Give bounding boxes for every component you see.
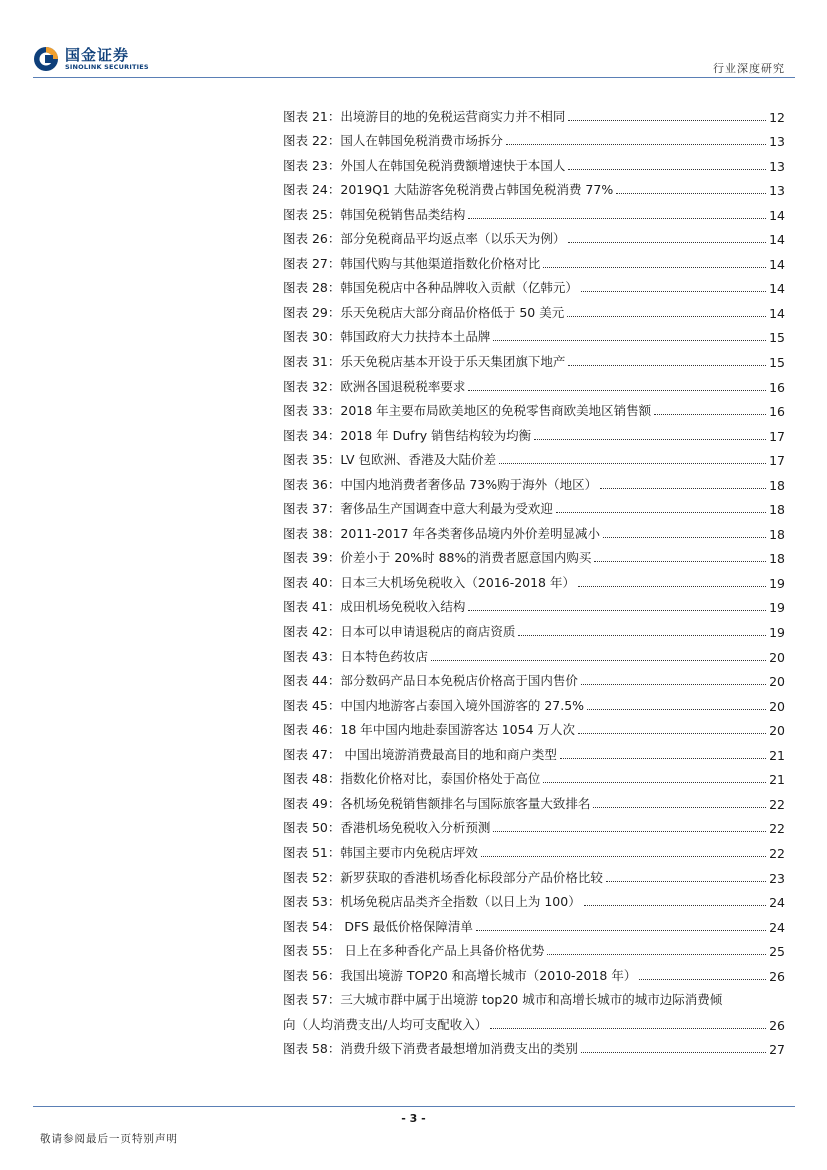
toc-entry[interactable] <box>283 149 785 174</box>
toc-leader-dots <box>476 930 766 931</box>
document-type: 行业深度研究 <box>713 62 785 75</box>
toc-entry[interactable] <box>283 395 785 420</box>
toc-entry-page: 19 <box>769 600 785 616</box>
toc-entry-page: 19 <box>769 625 785 641</box>
toc-entry-title: 图表 38：2011-2017 年各类奢侈品境内外价差明显减小 <box>283 525 600 541</box>
toc-entry-title: 图表 22：国人在韩国免税消费市场拆分 <box>283 133 503 149</box>
toc-entry-title: 图表 42：日本可以申请退税店的商店资质 <box>283 624 516 640</box>
toc-entry[interactable] <box>283 247 785 272</box>
logo-text-cn: 国金证券 <box>65 46 130 64</box>
toc-entry[interactable] <box>283 198 785 223</box>
toc-entry[interactable] <box>283 444 785 469</box>
toc-entry-page: 12 <box>769 109 785 125</box>
toc-entry-page: 20 <box>769 698 785 714</box>
toc-entry[interactable] <box>283 861 785 886</box>
toc-entry-page: 25 <box>769 944 785 960</box>
toc-entry-title: 图表 58：消费升级下消费者最想增加消费支出的类别 <box>283 1041 578 1057</box>
toc-entry[interactable] <box>283 689 785 714</box>
toc-leader-dots <box>568 365 766 366</box>
toc-entry[interactable] <box>283 959 785 984</box>
toc-entry-title: 图表 34：2018 年 Dufry 销售结构较为均衡 <box>283 427 532 443</box>
toc-leader-dots <box>568 120 766 121</box>
toc-leader-dots <box>603 537 766 538</box>
toc-leader-dots <box>493 831 766 832</box>
toc-leader-dots <box>468 390 766 391</box>
toc-entry[interactable] <box>283 910 785 935</box>
toc-entry-page: 17 <box>769 428 785 444</box>
toc-leader-dots <box>431 660 766 661</box>
toc-leader-dots <box>606 881 766 882</box>
toc-leader-dots <box>581 1052 766 1053</box>
toc-entry-title: 图表 49：各机场免税销售额排名与国际旅客量大致排名 <box>283 795 591 811</box>
toc-entry[interactable] <box>283 223 785 248</box>
toc-leader-dots <box>556 512 766 513</box>
toc-entry[interactable] <box>283 640 785 665</box>
toc-entry-title: 图表 55： 日上在多种香化产品上具备价格优势 <box>283 943 545 959</box>
toc-leader-dots <box>587 709 766 710</box>
toc-entry-title: 图表 24：2019Q1 大陆游客免税消费占韩国免税消费 77% <box>283 182 614 198</box>
toc-leader-dots <box>600 488 766 489</box>
toc-entry-title: 图表 36：中国内地消费者奢侈品 73%购于海外（地区） <box>283 476 598 492</box>
toc-entry[interactable] <box>283 468 785 493</box>
toc-leader-dots <box>594 561 766 562</box>
toc-entry-page: 19 <box>769 575 785 591</box>
toc-leader-dots <box>584 905 766 906</box>
toc-entry-title: 图表 27：韩国代购与其他渠道指数化价格对比 <box>283 255 541 271</box>
toc-entry-page: 13 <box>769 134 785 150</box>
toc-entry[interactable] <box>283 174 785 199</box>
toc-leader-dots <box>581 291 766 292</box>
toc-entry-page: 26 <box>769 968 785 984</box>
toc-entry[interactable] <box>283 542 785 567</box>
toc-leader-dots <box>639 979 766 980</box>
toc-entry-title: 图表 30：韩国政府大力扶持本土品牌 <box>283 329 491 345</box>
toc-entry-page: 13 <box>769 183 785 199</box>
toc-entry[interactable] <box>283 296 785 321</box>
toc-entry[interactable] <box>283 591 785 616</box>
toc-entry-page: 16 <box>769 379 785 395</box>
toc-entry[interactable] <box>283 517 785 542</box>
toc-entry-page: 22 <box>769 845 785 861</box>
toc-entry-title: 图表 29：乐天免税店大部分商品价格低于 50 美元 <box>283 304 565 320</box>
toc-entry-page: 14 <box>769 305 785 321</box>
toc-entry-page: 16 <box>769 404 785 420</box>
logo-text-en: SINOLINK SECURITIES <box>65 63 149 71</box>
company-logo <box>33 46 149 72</box>
toc-entry[interactable] <box>283 1008 785 1033</box>
toc-entry-page: 21 <box>769 747 785 763</box>
toc-entry[interactable] <box>283 370 785 395</box>
toc-entry-title: 图表 57：三大城市群中属于出境游 top20 城市和高增长城市的城市边际消费倾 <box>283 992 723 1008</box>
toc-entry-title: 图表 52：新罗获取的香港机场香化标段部分产品价格比较 <box>283 869 603 885</box>
toc-entry-page: 13 <box>769 158 785 174</box>
footer-divider <box>33 1106 795 1107</box>
toc-leader-dots <box>593 807 766 808</box>
sinolink-logo-icon <box>33 46 59 72</box>
toc-entry-page: 22 <box>769 821 785 837</box>
toc-leader-dots <box>654 414 766 415</box>
toc-entry-title: 图表 35：LV 包欧洲、香港及大陆价差 <box>283 452 496 468</box>
toc-entry-page: 22 <box>769 796 785 812</box>
toc-leader-dots <box>506 144 766 145</box>
toc-entry[interactable] <box>283 615 785 640</box>
page-header <box>0 0 827 80</box>
toc-leader-dots <box>578 586 766 587</box>
toc-entry-page: 24 <box>769 919 785 935</box>
toc-leader-dots <box>560 758 766 759</box>
toc-entry-page: 23 <box>769 870 785 886</box>
toc-entry-title: 图表 48：指数化价格对比，泰国价格处于高位 <box>283 771 541 787</box>
toc-leader-dots <box>493 340 766 341</box>
toc-entry-title: 图表 31：乐天免税店基本开设于乐天集团旗下地产 <box>283 354 566 370</box>
toc-entry-title: 图表 51：韩国主要市内免税店坪效 <box>283 844 478 860</box>
toc-entry-title: 图表 21：出境游目的地的免税运营商实力并不相同 <box>283 108 566 124</box>
toc-entry-page: 14 <box>769 256 785 272</box>
toc-entry[interactable] <box>283 836 785 861</box>
toc-entry[interactable] <box>283 493 785 518</box>
toc-entry-title: 图表 43：日本特色药妆店 <box>283 648 428 664</box>
toc-leader-dots <box>481 856 766 857</box>
toc-leader-dots <box>499 463 766 464</box>
toc-entry-title: 图表 26：部分免税商品平均返点率（以乐天为例） <box>283 231 566 247</box>
toc-entry-page: 15 <box>769 355 785 371</box>
toc-entry-page: 24 <box>769 895 785 911</box>
disclaimer-note: 敬请参阅最后一页特别声明 <box>40 1133 178 1145</box>
toc-entry-page: 20 <box>769 649 785 665</box>
toc-entry-page: 18 <box>769 502 785 518</box>
toc-entry[interactable] <box>283 763 785 788</box>
toc-entry-title: 图表 33：2018 年主要布局欧美地区的免税零售商欧美地区销售额 <box>283 403 652 419</box>
toc-entry[interactable] <box>283 812 785 837</box>
toc-entry[interactable] <box>283 125 785 150</box>
toc-entry-title: 图表 25：韩国免税销售品类结构 <box>283 206 466 222</box>
toc-entry-page: 26 <box>769 1017 785 1033</box>
toc-entry-title: 图表 32：欧洲各国退税税率要求 <box>283 378 466 394</box>
toc-entry[interactable] <box>283 272 785 297</box>
toc-leader-dots <box>468 218 766 219</box>
toc-entry[interactable] <box>283 665 785 690</box>
toc-entry-title: 图表 41：成田机场免税收入结构 <box>283 599 466 615</box>
toc-entry-title: 图表 56：我国出境游 TOP20 和高增长城市（2010-2018 年） <box>283 967 637 983</box>
toc-entry-page: 17 <box>769 453 785 469</box>
toc-entry[interactable] <box>283 738 785 763</box>
toc-entry-title: 图表 50：香港机场免税收入分析预测 <box>283 820 491 836</box>
toc-entry[interactable] <box>283 714 785 739</box>
toc-entry-title: 图表 39：价差小于 20%时 88%的消费者愿意国内购买 <box>283 550 592 566</box>
page-number: - 3 - <box>401 1112 426 1125</box>
toc-entry[interactable] <box>283 787 785 812</box>
toc-entry-page: 18 <box>769 551 785 567</box>
toc-entry-title: 图表 47： 中国出境游消费最高目的地和商户类型 <box>283 746 557 762</box>
toc-leader-dots <box>543 267 766 268</box>
toc-entry-page: 15 <box>769 330 785 346</box>
toc-entry[interactable] <box>283 321 785 346</box>
toc-leader-dots <box>518 635 766 636</box>
header-divider <box>33 77 795 78</box>
toc-entry-title: 图表 44：部分数码产品日本免税店价格高于国内售价 <box>283 673 578 689</box>
toc-leader-dots <box>568 242 766 243</box>
toc-entry-page: 18 <box>769 477 785 493</box>
toc-leader-dots <box>581 684 766 685</box>
toc-entry-page: 14 <box>769 281 785 297</box>
toc-entry-page: 21 <box>769 772 785 788</box>
toc-leader-dots <box>543 782 766 783</box>
toc-entry-title: 图表 37：奢侈品生产国调查中意大利最为受欢迎 <box>283 501 553 517</box>
toc-entry-page: 14 <box>769 232 785 248</box>
toc-leader-dots <box>534 439 766 440</box>
toc-entry-page: 14 <box>769 207 785 223</box>
toc-leader-dots <box>468 610 766 611</box>
toc-entry-page: 27 <box>769 1042 785 1058</box>
toc-leader-dots <box>567 316 766 317</box>
toc-entry-title: 图表 53：机场免税店品类齐全指数（以日上为 100） <box>283 894 581 910</box>
toc-entry-page: 20 <box>769 674 785 690</box>
toc-entry-title: 图表 28：韩国免税店中各种品牌收入贡献（亿韩元） <box>283 280 578 296</box>
toc-entry[interactable] <box>283 419 785 444</box>
toc-leader-dots <box>568 169 766 170</box>
toc-entry-title: 图表 40：日本三大机场免税收入（2016-2018 年） <box>283 574 575 590</box>
toc-entry-title: 向（人均消费支出/人均可支配收入） <box>283 1016 488 1032</box>
toc-entry[interactable] <box>283 100 785 125</box>
toc-entry[interactable] <box>283 566 785 591</box>
toc-entry-title: 图表 23：外国人在韩国免税消费额增速快于本国人 <box>283 157 566 173</box>
toc-leader-dots <box>547 954 766 955</box>
toc-entry-title: 图表 46：18 年中国内地赴泰国游客达 1054 万人次 <box>283 722 576 738</box>
toc-entry[interactable] <box>283 886 785 911</box>
toc-leader-dots <box>578 733 766 734</box>
toc-entry-page: 18 <box>769 526 785 542</box>
toc-entry[interactable] <box>283 1033 785 1058</box>
toc-entry[interactable] <box>283 984 785 1009</box>
toc-entry[interactable] <box>283 935 785 960</box>
toc-entry-title: 图表 54： DFS 最低价格保障清单 <box>283 918 473 934</box>
table-of-figures <box>283 100 785 1057</box>
toc-leader-dots <box>616 193 766 194</box>
toc-entry-title: 图表 45：中国内地游客占泰国入境外国游客的 27.5% <box>283 697 585 713</box>
toc-entry-page: 20 <box>769 723 785 739</box>
toc-entry[interactable] <box>283 345 785 370</box>
toc-leader-dots <box>490 1028 766 1029</box>
